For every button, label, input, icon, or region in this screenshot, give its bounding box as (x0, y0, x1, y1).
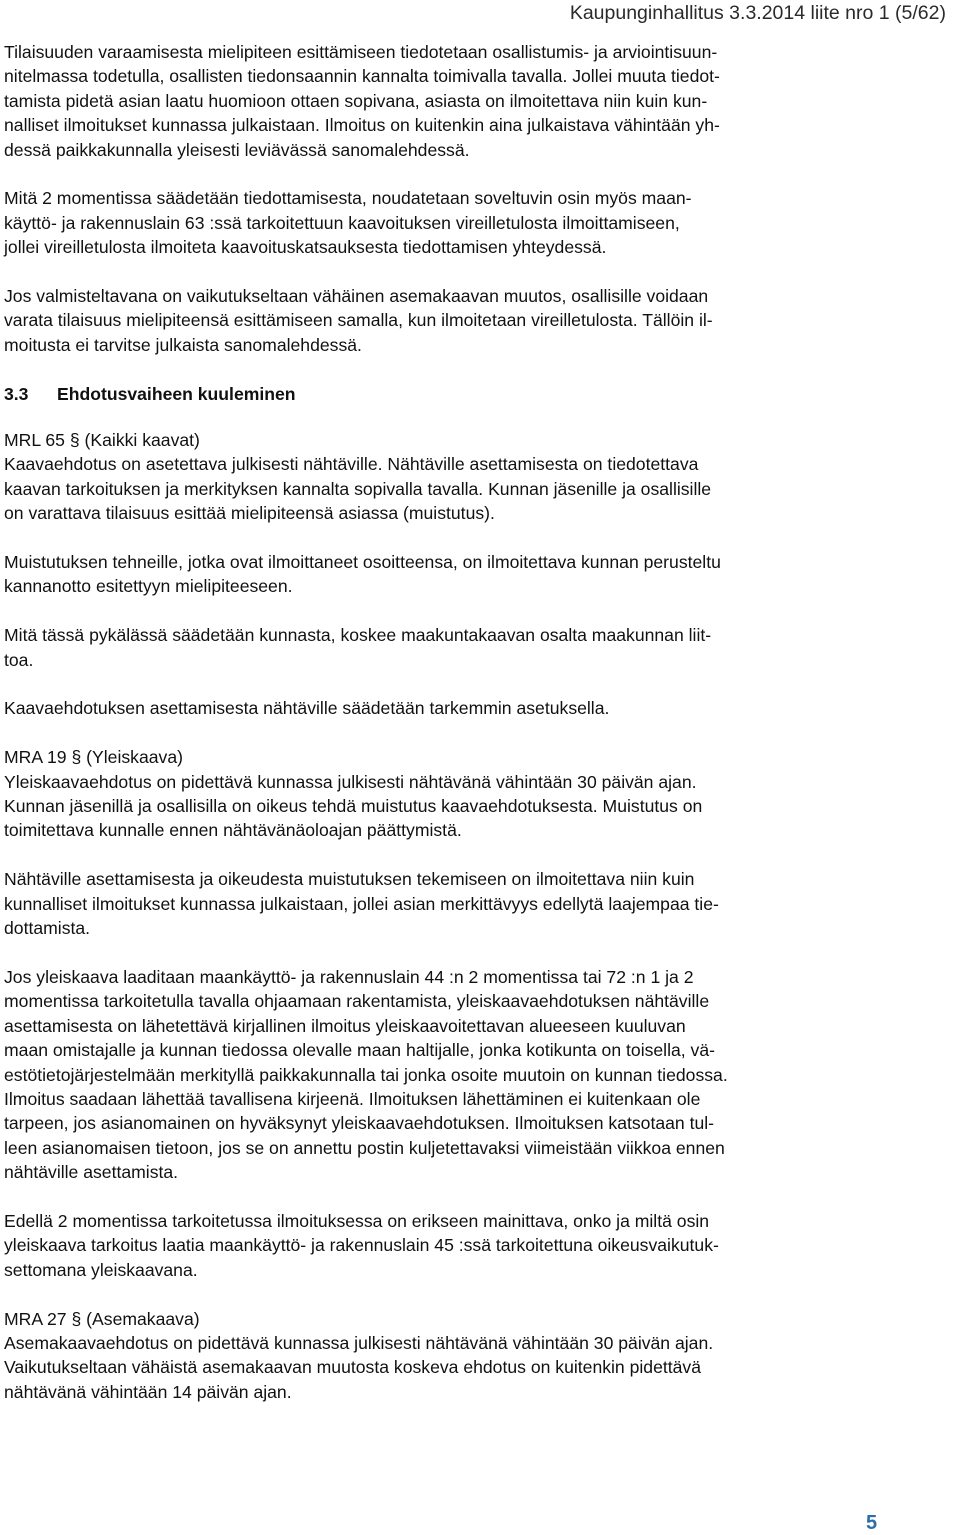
text-line: dottamista. (4, 918, 91, 939)
text-line: Kaavaehdotuksen asettamisesta nähtäville säädetään tarkemmin asetuksella. (4, 698, 610, 719)
law-reference-mrl65 (4, 428, 958, 526)
law-scope-note: (Kaikki kaavat) (84, 430, 200, 451)
paragraph-5 (4, 623, 958, 672)
law-reference-title (4, 428, 958, 452)
text-line: nalliset ilmoitukset kunnassa julkaistaan. Ilmoitus on kuitenkin aina julkaistava vähintään yh- (4, 115, 720, 136)
section-sign: § (69, 430, 80, 451)
law-reference-mra27 (4, 1307, 958, 1405)
text-line: nähtävänä vähintään 14 päivän ajan. (4, 1381, 292, 1402)
text-line: on varattava tilaisuus esittää mielipiteensä asiassa (muistutus). (4, 503, 495, 524)
text-line: Tilaisuuden varaamisesta mielipiteen esittämiseen tiedotetaan osallistumis- ja arviointisuun- (4, 42, 718, 62)
text-line: Mitä 2 momentissa säädetään tiedottamisesta, noudatetaan soveltuvin osin myös maan- (4, 188, 692, 209)
section-sign: § (71, 1308, 82, 1329)
page-number: 5 (866, 1512, 878, 1534)
text-line: estötietojärjestelmään merkityllä paikkakunnalla tai jonka osoite muutoin on kunnan tiedossa. (4, 1064, 728, 1085)
text-line: toa. (4, 649, 34, 670)
text-line: settomana yleiskaavana. (4, 1259, 198, 1280)
paragraph-9 (4, 1209, 958, 1282)
text-line: moitusta ei tarvitse julkaista sanomalehdessä. (4, 334, 362, 355)
paragraph-4 (4, 550, 958, 599)
paragraph-8 (4, 965, 958, 1185)
law-label: MRA 27 (4, 1308, 67, 1329)
text-line: tarpeen, jos asianomainen on hyväksynyt yleiskaavaehdotuksen. Ilmoituksen katsotaan tul- (4, 1113, 715, 1134)
text-line: leen asianomaisen tietoon, jos se on annettu postin kuljetettavaksi viimeistään viikkoa ennen (4, 1137, 725, 1158)
text-line: yleiskaava tarkoitus laatia maankäyttö- ja rakennuslain 45 :ssä tarkoitettuna oikeusvaikutuk- (4, 1235, 719, 1256)
text-line: Edellä 2 momentissa tarkoitetussa ilmoituksessa on erikseen mainittava, onko ja miltä osin (4, 1210, 710, 1231)
text-line: jollei vireilletulosta ilmoiteta kaavoituskatsauksesta tiedottamisen yhteydessä. (4, 237, 607, 258)
document-header: Kaupunginhallitus 3.3.2014 liite nro 1 (5/62) (569, 2, 946, 24)
text-line: Jos yleiskaava laaditaan maankäyttö- ja rakennuslain 44 :n 2 momentissa tai 72 :n 1 ja 2 (4, 966, 694, 987)
text-line: Kaavaehdotus on asetettava julkisesti nähtäville. Nähtäville asettamisesta on tiedotettava (4, 454, 699, 475)
text-line: nähtäville asettamista. (4, 1162, 179, 1183)
text-line: Ilmoitus saadaan lähettää tavallisena kirjeenä. Ilmoituksen lähettäminen ei kuitenkaan ole (4, 1088, 701, 1109)
text-line: varata tilaisuus mielipiteensä esittämiseen samalla, kun ilmoitetaan vireilletulosta. Tällöin il- (4, 310, 713, 331)
text-line: Vaikutukseltaan vähäistä asemakaavan muutosta koskeva ehdotus on kuitenkin pidettävä (4, 1357, 702, 1378)
paragraph-7 (4, 867, 958, 940)
paragraph-3 (4, 284, 958, 357)
text-line: Yleiskaavaehdotus on pidettävä kunnassa julkisesti nähtävänä vähintään 30 päivän ajan. (4, 771, 697, 792)
law-reference-mra19 (4, 745, 958, 843)
section-heading (4, 382, 958, 406)
section-title: Ehdotusvaiheen kuuleminen (57, 383, 296, 404)
section-sign: § (71, 747, 82, 768)
text-line: Mitä tässä pykälässä säädetään kunnasta, koskee maakuntakaavan osalta maakunnan liit- (4, 625, 712, 646)
law-reference-title (4, 1307, 958, 1331)
text-line: nitelmassa todetulla, osallisten tiedonsaannin kannalta toimivalla tavalla. Jollei muuta tiedot- (4, 66, 720, 87)
law-scope-note: (Yleiskaava) (86, 747, 183, 768)
paragraph-1 (4, 40, 958, 162)
document-body (4, 40, 958, 1404)
law-scope-note: (Asemakaava) (86, 1308, 200, 1329)
law-label: MRA 19 (4, 747, 67, 768)
text-line: toimitettava kunnalle ennen nähtävänäoloajan päättymistä. (4, 820, 462, 841)
text-line: tamista pidetä asian laatu huomioon ottaen sopivana, asiasta on ilmoitettava niin kuin kun- (4, 90, 708, 111)
text-line: momentissa tarkoitetulla tavalla ohjaamaan rakentamista, yleiskaavaehdotuksen nähtäville (4, 991, 710, 1012)
law-label: MRL 65 (4, 430, 65, 451)
text-line: kaavan tarkoituksen ja merkityksen kannalta sopivalla tavalla. Kunnan jäsenille ja osallisille (4, 478, 712, 499)
text-line: Asemakaavaehdotus on pidettävä kunnassa julkisesti nähtävänä vähintään 30 päivän ajan. (4, 1332, 714, 1353)
text-line: dessä paikkakunnalla yleisesti leviävässä sanomalehdessä. (4, 139, 470, 160)
paragraph-2 (4, 186, 958, 259)
text-line: käyttö- ja rakennuslain 63 :ssä tarkoitettuun kaavoituksen vireilletulosta ilmoittamiseen, (4, 212, 680, 233)
text-line: kannanotto esitettyyn mielipiteeseen. (4, 576, 293, 597)
law-reference-title (4, 745, 958, 769)
text-line: Kunnan jäsenillä ja osallisilla on oikeus tehdä muistutus kaavaehdotuksesta. Muistutus on (4, 796, 703, 817)
text-line: kunnalliset ilmoitukset kunnassa julkaistaan, jollei asian merkittävyys edellytä laajempaa tie- (4, 893, 719, 914)
section-number: 3.3 (4, 383, 29, 404)
paragraph-6 (4, 696, 958, 720)
text-line: Jos valmisteltavana on vaikutukseltaan vähäinen asemakaavan muutos, osallisille voidaan (4, 286, 709, 307)
text-line: Nähtäville asettamisesta ja oikeudesta muistutuksen tekemiseen on ilmoitettava niin kuin (4, 869, 695, 890)
text-line: maan omistajalle ja kunnan tiedossa olevalle maan haltijalle, jonka kotikunta on toisella, vä- (4, 1040, 716, 1061)
text-line: Muistutuksen tehneille, jotka ovat ilmoittaneet osoitteensa, on ilmoitettava kunnan perusteltu (4, 552, 721, 573)
text-line: asettamisesta on lähetettävä kirjallinen ilmoitus yleiskaavoitettavan alueeseen kuuluvan (4, 1015, 686, 1036)
